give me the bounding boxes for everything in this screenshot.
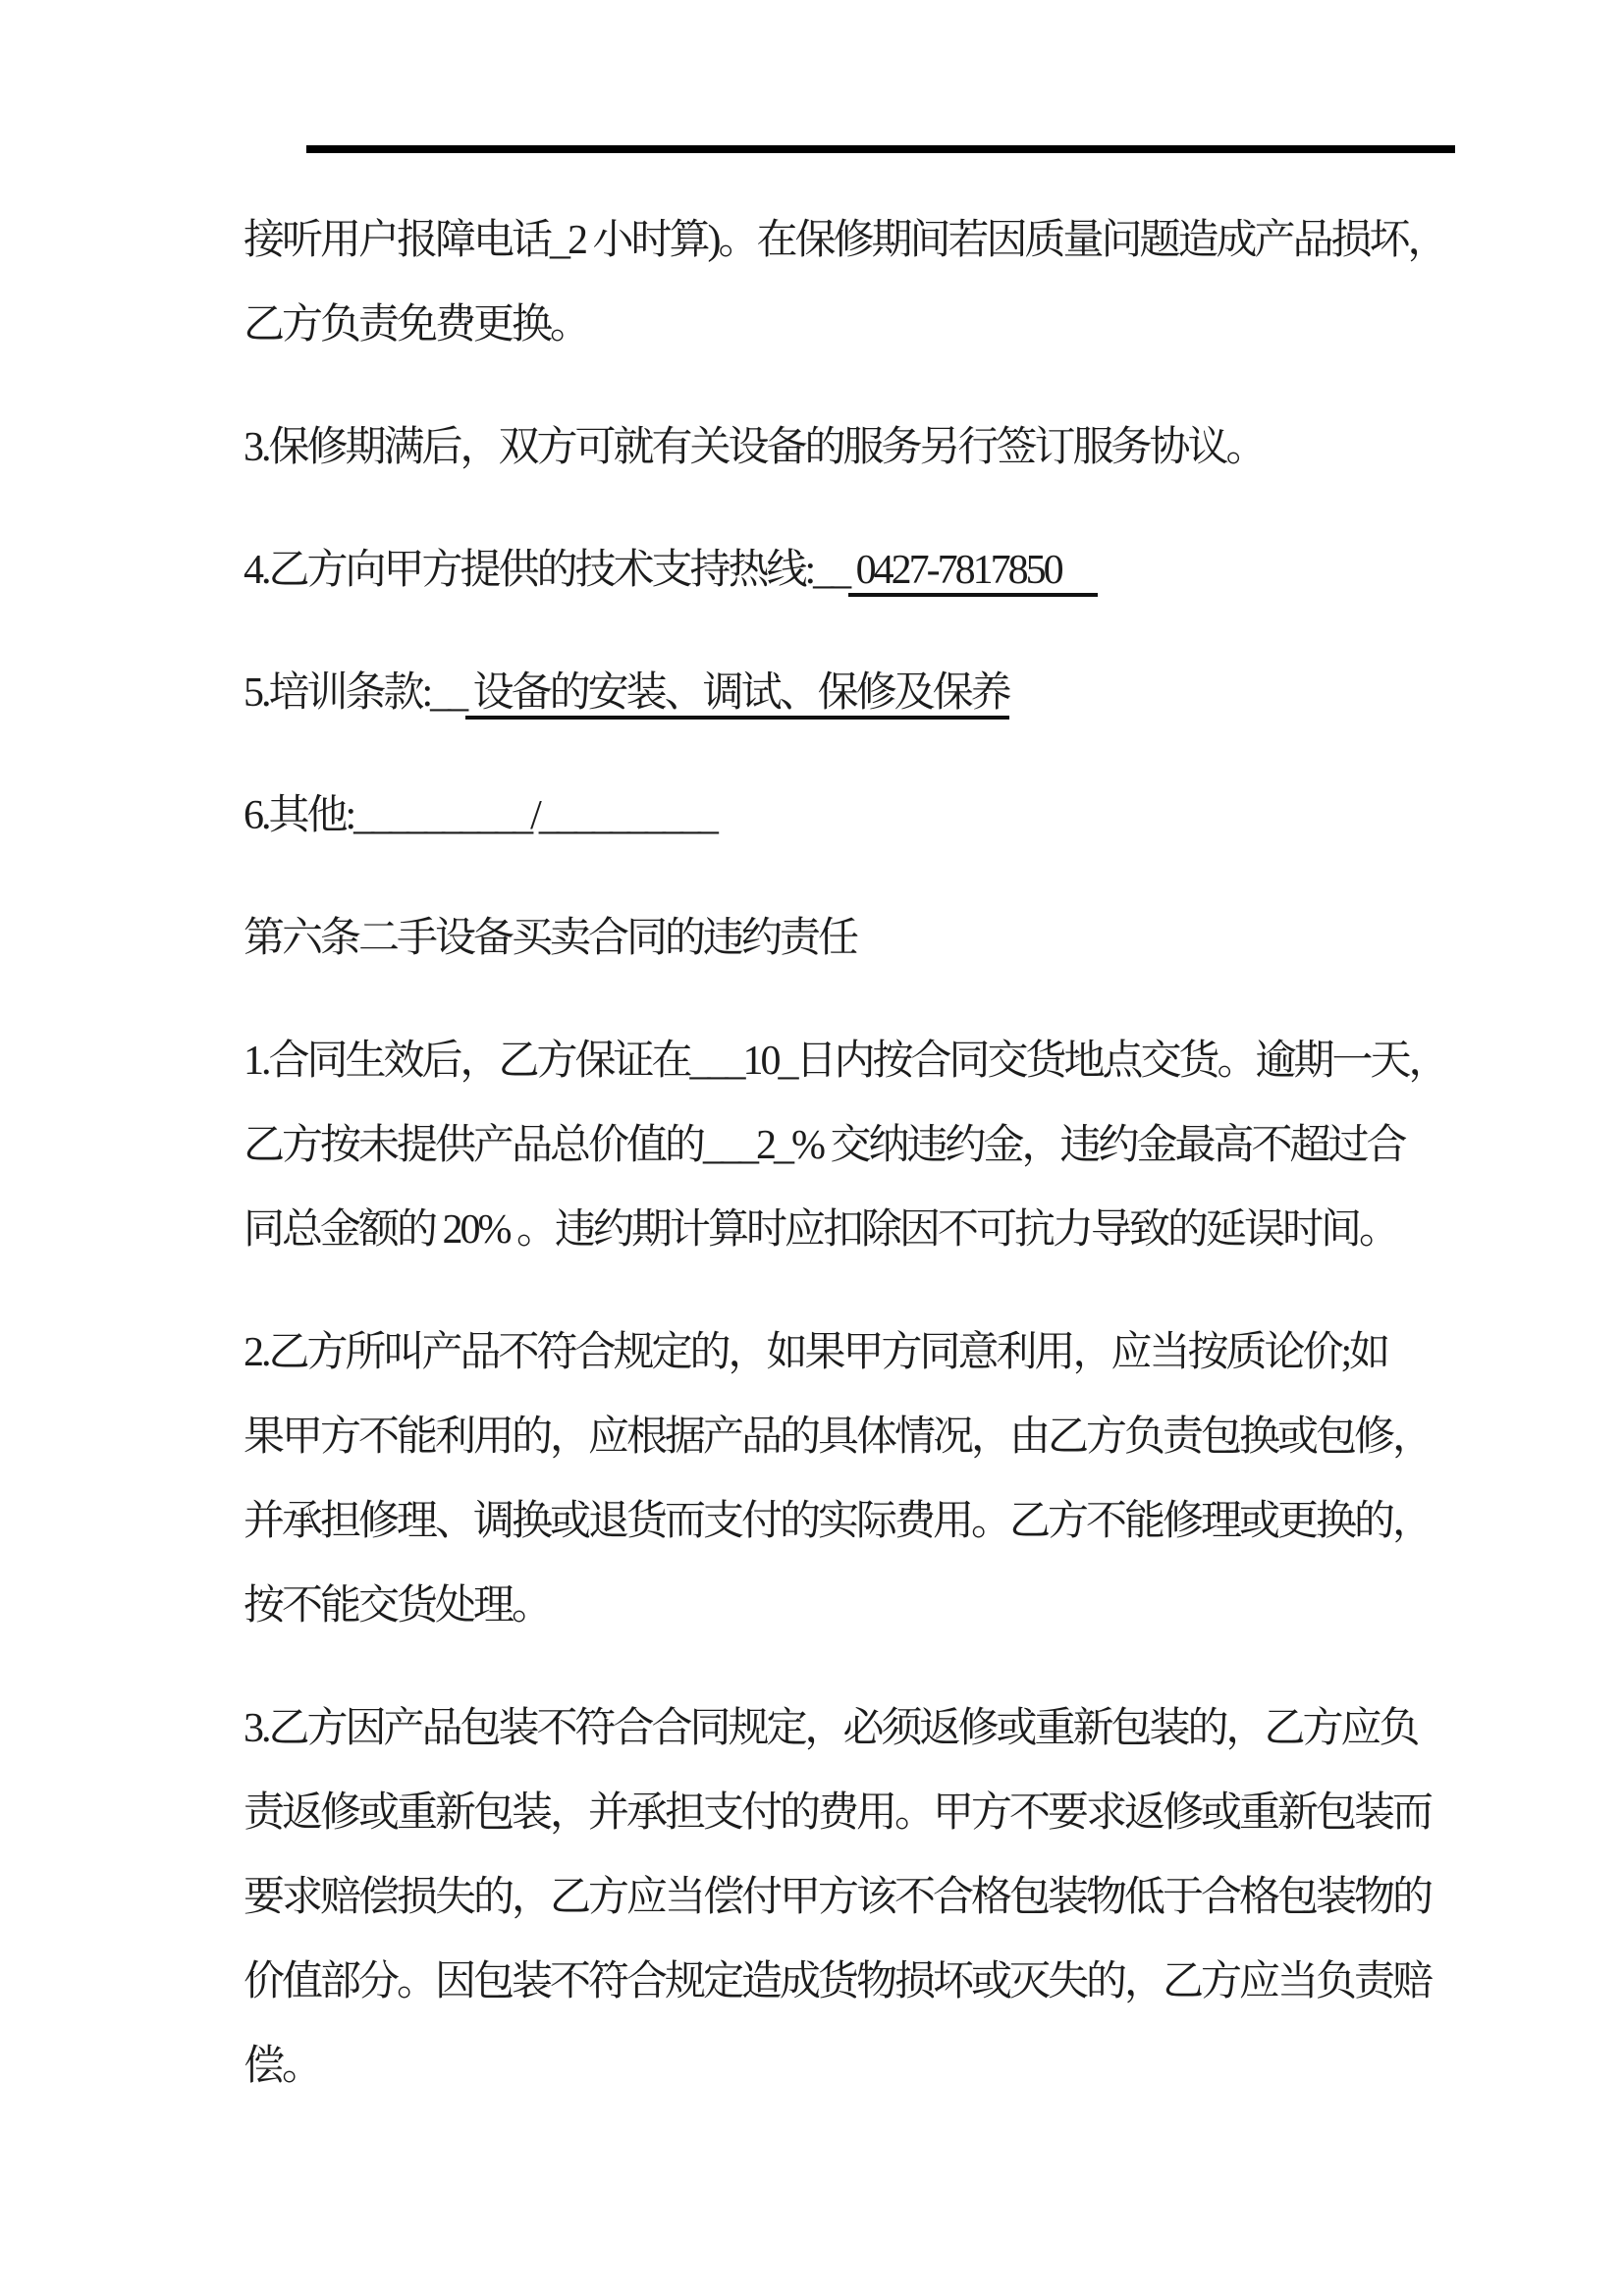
text-segment: 4.乙方向甲方提供的技术支持热线: xyxy=(244,548,814,593)
text-segment: 第六条二手设备买卖合同的违约责任 xyxy=(244,916,857,961)
text-line xyxy=(244,1940,1520,2024)
training-terms-field: 设备的安装、调试、保修及保养 xyxy=(465,670,1009,720)
text-segment: 乙方负责免费更换。 xyxy=(244,302,589,347)
breach-clause-1 xyxy=(244,1019,1520,1272)
text-line xyxy=(244,1686,1520,1771)
text-segment: 乙方按未提供产品总价值的 xyxy=(244,1123,704,1168)
text-line xyxy=(244,1564,1520,1648)
text-segment: 价值部分。因包装不符合规定造成货物损坏或灭失的，乙方应当负责赔 xyxy=(244,1959,1432,2004)
clause-3-after-warranty xyxy=(244,405,1520,490)
text-line xyxy=(244,774,1520,858)
hotline-blank-extension xyxy=(1068,548,1098,597)
breach-clause-2 xyxy=(244,1310,1520,1648)
training-blank-underscores: __ xyxy=(430,670,466,716)
text-line xyxy=(244,528,1520,613)
text-line xyxy=(244,1310,1520,1395)
text-segment: 按不能交货处理。 xyxy=(244,1583,551,1629)
delivery-days-field: ___10_ xyxy=(689,1039,796,1084)
paragraph-warranty-continuation xyxy=(244,198,1520,367)
text-line xyxy=(244,1019,1520,1103)
text-line xyxy=(244,1771,1520,1855)
text-line xyxy=(244,1395,1520,1479)
text-line xyxy=(244,651,1520,735)
clause-5-training-terms xyxy=(244,651,1520,735)
text-segment: 1.合同生效后，乙方保证在 xyxy=(244,1039,690,1084)
text-segment: 接听用户报障电话_2 小时算)。在保修期间若因质量问题造成产品损坏， xyxy=(244,218,1446,263)
text-segment: 责返修或重新包装，并承担支付的费用。甲方不要求返修或重新包装而 xyxy=(244,1790,1432,1836)
text-line xyxy=(244,1188,1520,1272)
hotline-blank-underscores: __ xyxy=(813,548,849,593)
document-body xyxy=(244,198,1520,2147)
text-line xyxy=(244,405,1520,490)
text-segment: 日内按合同交货地点交货。逾期一天， xyxy=(795,1039,1447,1084)
text-segment: 2.乙方所叫产品不符合规定的，如果甲方同意利用，应当按质论价;如 xyxy=(244,1330,1388,1375)
text-line xyxy=(244,1103,1520,1188)
breach-clause-3 xyxy=(244,1686,1520,2109)
other-slash: / xyxy=(530,793,539,838)
text-segment: 果甲方不能利用的，应根据产品的具体情况，由乙方负责包换或包修， xyxy=(244,1415,1432,1460)
hotline-number-field: 0427-7817850 xyxy=(848,548,1068,597)
clause-6-other xyxy=(244,774,1520,858)
section-6-heading xyxy=(244,896,1520,981)
penalty-percent-field: ___2_ xyxy=(703,1123,792,1168)
text-line xyxy=(244,1855,1520,1940)
clause-4-support-hotline xyxy=(244,528,1520,613)
header-rule xyxy=(306,145,1455,153)
text-segment: % 交纳违约金，违约金最高不超过合 xyxy=(791,1123,1405,1168)
other-blank-left: __________ xyxy=(353,793,531,838)
text-segment: 5.培训条款: xyxy=(244,670,431,716)
text-segment: 偿。 xyxy=(244,2044,321,2089)
text-segment: 同总金额的 20% 。违约期计算时应扣除因不可抗力导致的延误时间。 xyxy=(244,1207,1397,1253)
text-line xyxy=(244,896,1520,981)
text-line xyxy=(244,1479,1520,1564)
text-segment: 并承担修理、调换或退货而支付的实际费用。乙方不能修理或更换的， xyxy=(244,1499,1432,1544)
text-segment: 6.其他: xyxy=(244,793,354,838)
text-line xyxy=(244,283,1520,367)
text-segment: 要求赔偿损失的，乙方应当偿付甲方该不合格包装物低于合格包装物的 xyxy=(244,1875,1432,1920)
text-line xyxy=(244,198,1520,283)
text-segment: 3.乙方因产品包装不符合合同规定，必须返修或重新包装的，乙方应负 xyxy=(244,1706,1418,1751)
text-segment: 3.保修期满后，双方可就有关设备的服务另行签订服务协议。 xyxy=(244,425,1265,470)
other-blank-right: __________ xyxy=(538,793,716,838)
text-line xyxy=(244,2024,1520,2109)
